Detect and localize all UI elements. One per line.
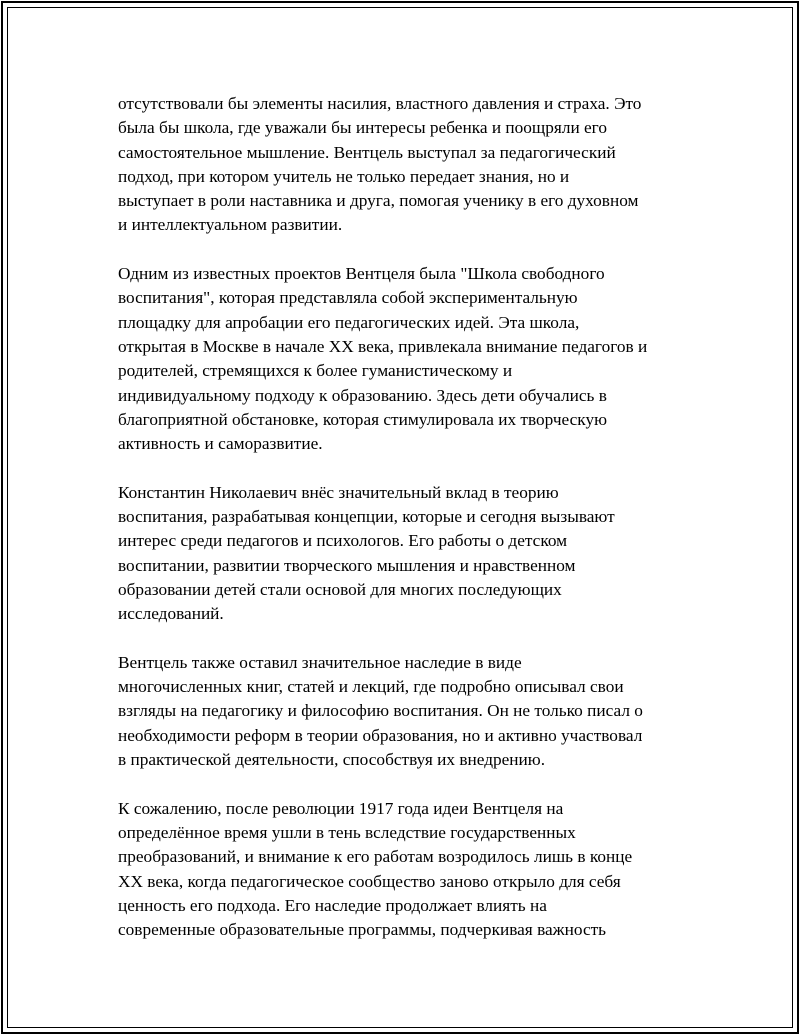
text-line: интерес среди педагогов и психологов. Его работы о детском xyxy=(118,531,568,551)
text-line: исследований. xyxy=(118,604,224,624)
text-line: воспитания, разрабатывая концепции, которые и сегодня вызывают xyxy=(118,507,615,527)
text-line: необходимости реформ в теории образования, но и активно участвовал xyxy=(118,725,643,745)
text-line: ценность его подхода. Его наследие продолжает влиять на xyxy=(118,895,547,915)
paragraph xyxy=(118,92,690,238)
text-line: современные образовательные программы, подчеркивая важность xyxy=(118,920,607,940)
paragraph xyxy=(118,651,690,772)
text-line: площадку для апробации его педагогических идей. Эта школа, xyxy=(118,312,580,332)
text-line: в практической деятельности, способствуя их внедрению. xyxy=(118,750,546,770)
document-body xyxy=(118,92,690,967)
paragraph xyxy=(118,262,690,456)
text-line: индивидуальному подходу к образованию. Здесь дети обучались в xyxy=(118,385,607,405)
text-line: родителей, стремящихся к более гуманистическому и xyxy=(118,361,513,381)
text-line: благоприятной обстановке, которая стимулировала их творческую xyxy=(118,409,608,429)
text-line: и интеллектуальном развитии. xyxy=(118,215,343,235)
text-line: воспитания", которая представляла собой экспериментальную xyxy=(118,288,578,308)
text-line: была бы школа, где уважали бы интересы ребенка и поощряли его xyxy=(118,118,607,138)
text-line: выступает в роли наставника и друга, помогая ученику в его духовном xyxy=(118,191,639,211)
text-line: открытая в Москве в начале XX века, привлекала внимание педагогов и xyxy=(118,336,648,356)
text-line: самостоятельное мышление. Вентцель выступал за педагогический xyxy=(118,142,616,162)
text-line: преобразований, и внимание к его работам возродилось лишь в конце xyxy=(118,847,633,867)
paragraph xyxy=(118,797,690,943)
text-line: Константин Николаевич внёс значительный вклад в теорию xyxy=(118,482,559,502)
text-line: Вентцель также оставил значительное наследие в виде xyxy=(118,652,522,672)
text-line: взгляды на педагогику и философию воспитания. Он не только писал о xyxy=(118,701,643,721)
paragraph xyxy=(118,481,690,627)
text-line: отсутствовали бы элементы насилия, властного давления и страха. Это xyxy=(118,94,642,113)
text-line: образовании детей стали основой для многих последующих xyxy=(118,579,562,599)
text-line: подход, при котором учитель не только передает знания, но и xyxy=(118,166,570,186)
text-line: Одним из известных проектов Вентцеля была "Школа свободного xyxy=(118,264,605,284)
text-line: воспитании, развитии творческого мышления и нравственном xyxy=(118,555,576,575)
text-line: К сожалению, после революции 1917 года идеи Вентцеля на xyxy=(118,798,564,818)
text-line: XX века, когда педагогическое сообщество заново открыло для себя xyxy=(118,871,621,891)
text-line: активность и саморазвитие. xyxy=(118,434,323,454)
text-line: определённое время ушли в тень вследствие государственных xyxy=(118,822,576,842)
text-line: многочисленных книг, статей и лекций, где подробно описывал свои xyxy=(118,677,624,697)
